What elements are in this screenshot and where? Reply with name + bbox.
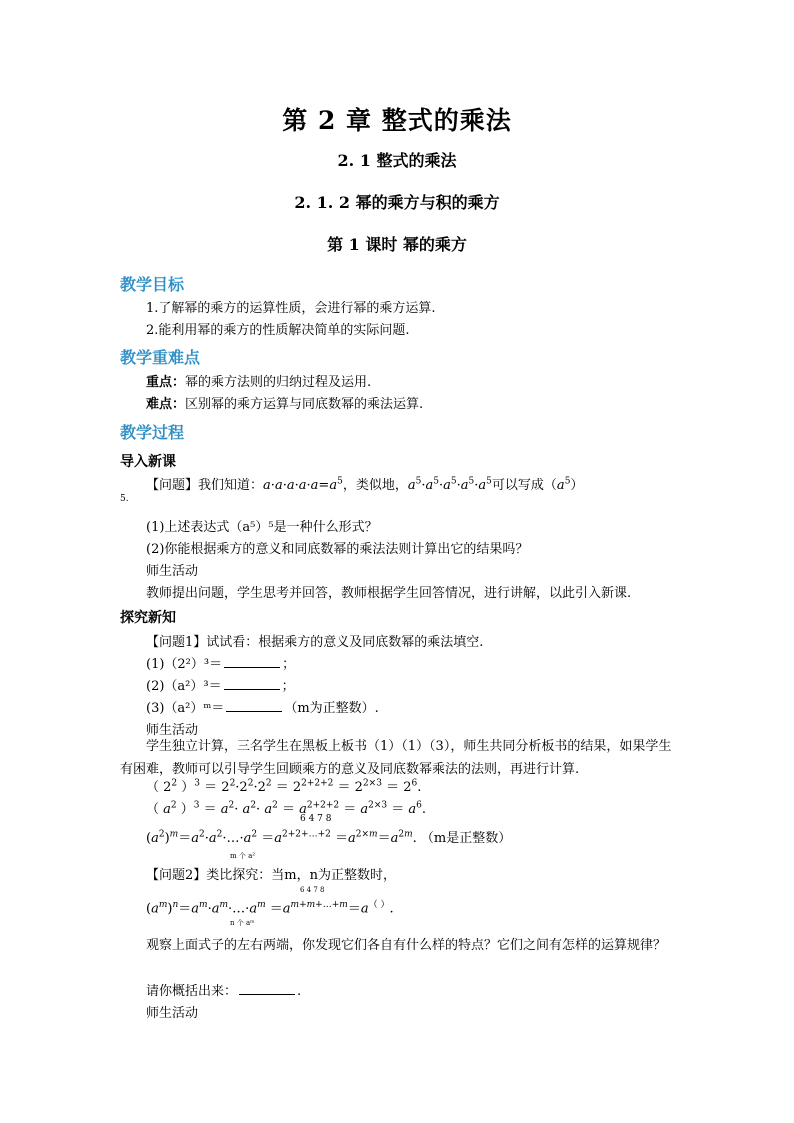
problem-1-text: 试试看：根据乘方的意义及同底数幂的乘法填空. [206,635,484,650]
observe-text: 观察上面式子的左右两端，你发现它们各自有什么样的特点？它们之间有怎样的运算规律？ [146,938,667,953]
keypoints-heading: 教学重难点 [120,348,201,367]
question-sub-1: (1)上述表达式（a⁵）⁵是一种什么形式？ [146,520,378,535]
problem-2 [146,864,396,883]
problem-1-item-2: (2)（a²）³＝ ； [146,679,295,694]
problem-1 [146,631,483,650]
answer-blank-3[interactable] [226,700,282,712]
key-point-line [146,371,371,390]
explore-heading: 探究新知 [120,610,176,626]
key-text: 幂的乘方法则的归纳过程及运用. [185,375,372,390]
equation-4: $(a^m)^n=a^m\cdot a^m\cdot\dots\cdot a^m =a^{m+m+\dots+m}=a^{( )}$. [146,900,394,917]
difficult-text: 区别幂的乘方运算与同底数幂的乘法运算. [185,397,424,412]
problem-1-item-3: (3)（a²）ᵐ＝ （m为正整数）. [146,701,379,716]
garbled-text-3: 6 4 7 8 [300,886,325,894]
goal-item-1: 1.了解幂的乘方的运算性质，会进行幂的乘方运算. [146,301,436,316]
question-label: 【问题】 [146,478,199,493]
answer-blank-4[interactable] [239,983,295,995]
problem-2-label: 【问题2】 [146,868,207,883]
activity-1-text: 教师提出问题，学生思考并回答，教师根据学生回答情况，进行讲解，以此引入新课. [146,586,632,601]
section-title: 2. 1 整式的乘法 [337,151,457,170]
equation-2: （ $a^2$ ）$^3 = a^2\cdot a^2\cdot a^2 = a^{2+2+2} = a^{2\times 3} = a^6$. [146,800,427,817]
chapter-title: 第 2 章 整式的乘法 [282,106,512,135]
intro-heading: 导入新课 [120,454,176,470]
garbled-text-1: 6 4 7 8 [300,814,332,824]
activity-3-label: 师生活动 [146,1006,199,1021]
garbled-text-2: m 个 a² [230,852,256,860]
activity-1-label: 师生活动 [146,564,199,579]
problem-2-text: 类比探究：当m，n为正整数时， [206,868,396,883]
difficult-point-line [146,393,423,412]
key-label: 重点： [146,375,186,390]
answer-blank-1[interactable] [224,656,280,668]
question-text: 我们知道： [198,478,264,493]
goal-item-2: 2.能利用幂的乘方的性质解决简单的实际问题. [146,323,410,338]
problem-1-item-1: (1)（2²）³＝ ； [146,657,296,672]
equation-3: $(a^2)^m=a^2\cdot a^2\cdot\dots\cdot a^2 =a^{2+2+\dots+2} =a^{2\times m}=a^{2m}$. （m是正整数） [146,829,512,846]
problem-1-label: 【问题1】 [146,635,207,650]
garbled-text-4: n 个 aᵐ [230,919,255,927]
goals-heading: 教学目标 [120,275,185,294]
subsection-title: 2. 1. 2 幂的乘方与积的乘方 [294,193,500,212]
question-sub-2: (2)你能根据乘方的意义和同底数幂的乘法法则计算出它的结果吗？ [146,542,529,557]
question-wrap-exponent: 5. [120,494,129,504]
process-heading: 教学过程 [120,423,185,442]
difficult-label: 难点： [146,397,186,412]
lesson-title: 第 1 课时 幂的乘方 [327,235,467,254]
intro-question: 【问题】我们知道：$a\cdot a\cdot a\cdot a\cdot a=a^5$，类似地，$a^5\cdot a^5\cdot a^5\cdot a^5\cdot a^5$可以写成$(a^5)$ [146,476,584,493]
equation-1: （ $2^2$ ）$^3 = 2^2\cdot 2^2\cdot 2^2 = 2^{2+2+2} = 2^{2\times 3} = 2^6$. [146,778,422,795]
activity-2-label: 师生活动 [146,723,199,738]
answer-blank-2[interactable] [224,678,280,690]
activity-2-text: 学生独立计算，三名学生在黑板上板书（1）（1）（3），师生共同分析板书的结果，如果学生有困难，教师可以引导学生回顾乘方的意义及同底数幂乘法的法则，再进行计算. [120,739,672,777]
summarize-line: 请你概括出来： . [146,984,302,999]
